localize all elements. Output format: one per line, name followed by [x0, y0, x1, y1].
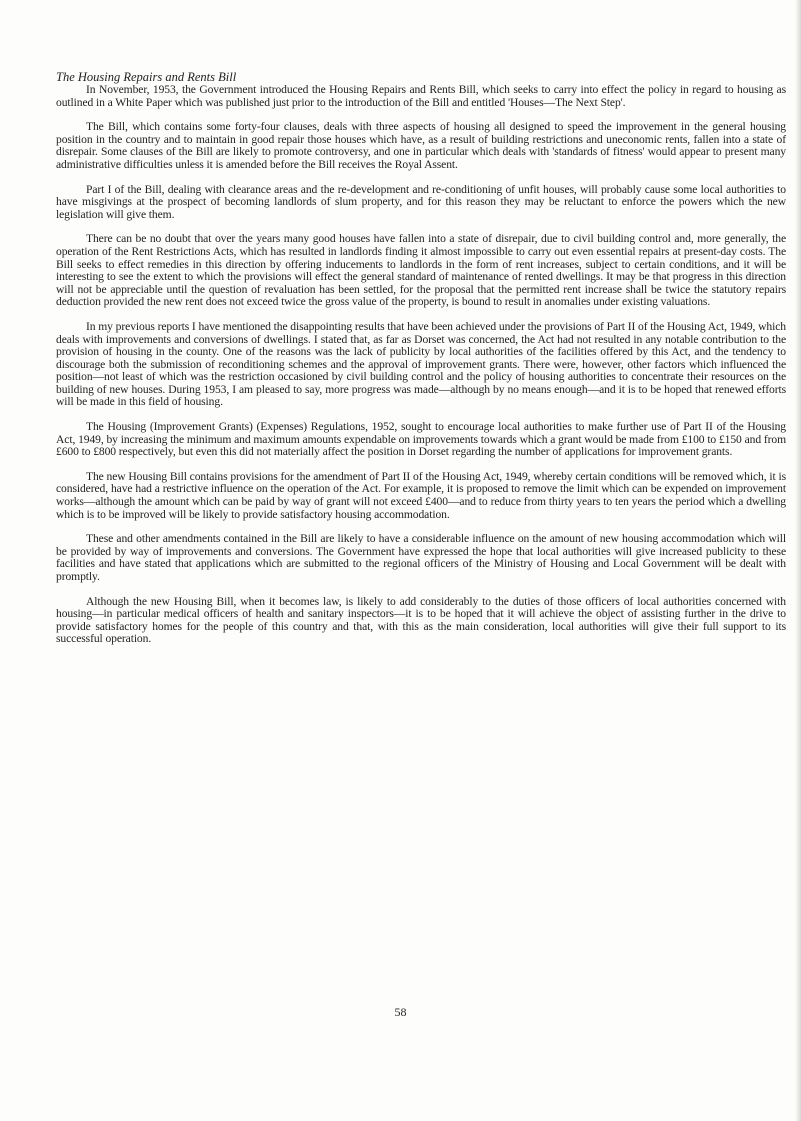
paragraph-4: There can be no doubt that over the years many good houses have fallen into a state of disrepair, due to civil building control and, more generally, the operation of the Rent Restrictions Acts, which has resulted in landlords finding it almost impossible to carry out even essential repairs at present-day costs. The Bill seeks to effect remedies in this direction by offering inducements to landlords in the form of rent increases, subject to certain conditions, and it will be interesting to see the extent to which the provisions will effect the general standard of maintenance of rented dwellings. It may be that progress in this direction will not be appreciable until the question of revaluation has been settled, for the proposal that the permitted rent increase shall be twice the statutory repairs deduction provided the new rent does not exceed twice the gross value of the property, is bound to result in anomalies under existing valuations.	[56, 232, 786, 309]
paragraph-9: Although the new Housing Bill, when it becomes law, is likely to add considerably to the duties of those officers of local authorities concerned with housing—in particular medical officers of health and sanitary inspectors—it is to be hoped that it will achieve the object of assisting further in the drive to provide satisfactory homes for the people of this country and that, with this as the main consideration, local authorities will give their full support to its successful operation.	[56, 594, 786, 646]
section-heading: The Housing Repairs and Rents Bill	[56, 70, 237, 84]
paragraph-1: In November, 1953, the Government introduced the Housing Repairs and Rents Bill, which seeks to carry into effect the policy in regard to housing as outlined in a White Paper which was published just prior to the introduction of the Bill and entitled 'Houses—The Next Step'.	[56, 83, 786, 109]
document-page	[56, 70, 786, 658]
paragraph-3: Part I of the Bill, dealing with clearance areas and the re-development and re-conditioning of unfit houses, will probably cause some local authorities to have misgivings at the prospect of becoming landlords of slum property, and for this reason they may be reluctant to enforce the powers which the new legislation will give them.	[56, 182, 786, 221]
paragraph-6: The Housing (Improvement Grants) (Expenses) Regulations, 1952, sought to encourage local authorities to make further use of Part II of the Housing Act, 1949, by increasing the minimum and maximum amounts expendable on improvements towards which a grant would be made from £100 to £150 and from £600 to £800 respectively, but even this did not materially affect the position in Dorset regarding the number of applications for improvement grants.	[56, 420, 786, 459]
paragraph-7: The new Housing Bill contains provisions for the amendment of Part II of the Housing Act, 1949, whereby certain conditions will be removed which, it is considered, have had a restrictive influence on the operation of the Act. For example, it is proposed to remove the limit which can be expended on improvement works—although the amount which can be paid by way of grant will not exceed £400—and to reduce from thirty years to ten years the period which a dwelling which is to be improved will be likely to provide satisfactory housing accommodation.	[56, 469, 786, 521]
page-edge-shadow	[795, 0, 801, 1121]
paragraph-5: In my previous reports I have mentioned the disappointing results that have been achieved under the provisions of Part II of the Housing Act, 1949, which deals with improvements and conversions of dwellings. I stated that, as far as Dorset was concerned, the Act had not resulted in any notable contribution to the provision of housing in the county. One of the reasons was the lack of publicity by local authorities of the facilities offered by this Act, and the tendency to discourage both the submission of reconditioning schemes and the approval of improvement grants. There were, however, other factors which influenced the position—not least of which was the restriction occasioned by civil building control and the policy of housing authorities to concentrate their resources on the building of new houses. During 1953, I am pleased to say, more progress was made—although by no means enough—and it is to be hoped that renewed efforts will be made in this field of housing.	[56, 319, 786, 409]
page-number: 58	[394, 1005, 407, 1019]
paragraph-8: These and other amendments contained in the Bill are likely to have a considerable influence on the amount of new housing accommodation which will be provided by way of improvements and conversions. The Government have expressed the hope that local authorities will give increased publicity to these facilities and have stated that applications which are submitted to the regional officers of the Ministry of Housing and Local Government will be dealt with promptly.	[56, 532, 786, 583]
paragraph-2: The Bill, which contains some forty-four clauses, deals with three aspects of housing all designed to speed the improvement in the general housing position in the country and to maintain in good repair those houses which have, as a result of building restrictions and uneconomic rents, fallen into a state of disrepair. Some clauses of the Bill are likely to promote controversy, and one in particular which deals with 'standards of fitness' would appear to present many administrative difficulties unless it is amended before the Bill receives the Royal Assent.	[56, 120, 786, 171]
